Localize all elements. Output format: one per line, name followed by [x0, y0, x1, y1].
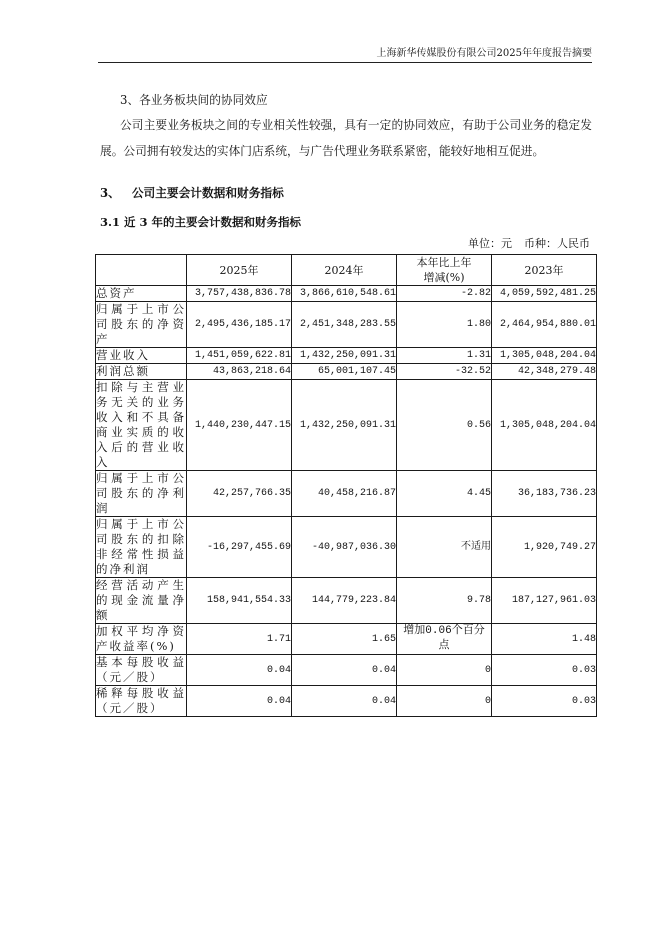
value-2024: 0.04: [292, 686, 397, 717]
value-2025: 158,941,554.33: [187, 578, 292, 624]
value-2025: 42,257,766.35: [187, 471, 292, 517]
value-2023: 0.03: [492, 686, 597, 717]
table-body: [96, 286, 597, 717]
value-2025: 1,451,059,622.81: [187, 348, 292, 364]
row-label: 经营活动产生的现金流量净额: [96, 578, 186, 622]
section-heading: [100, 185, 284, 201]
unit-label: 单位：元: [468, 237, 512, 250]
value-2025: 0.04: [187, 655, 292, 686]
header-rule: [98, 62, 592, 63]
value-2024: 3,866,610,548.61: [292, 286, 397, 302]
header-blank: [96, 255, 187, 286]
table-header-row: [96, 255, 597, 286]
row-label: 总资产: [96, 286, 187, 302]
row-label: 归属于上市公司股东的扣除非经常性损益的净利润: [96, 517, 186, 576]
change-percent: -32.52: [397, 364, 492, 380]
value-2023: 1.48: [492, 624, 597, 655]
header-change: [397, 255, 492, 286]
change-percent: 1.31: [397, 348, 492, 364]
currency-label: 币种：人民币: [524, 237, 590, 250]
change-percent: 0: [397, 655, 492, 686]
value-2024: 65,001,107.45: [292, 364, 397, 380]
value-2023: 1,305,048,204.04: [492, 348, 597, 364]
synergy-heading: 3、各业务板块间的协同效应: [120, 93, 268, 107]
table-row: [96, 364, 597, 380]
value-2025: 2,495,436,185.17: [187, 302, 292, 348]
value-2024: 40,458,216.87: [292, 471, 397, 517]
value-2023: 42,348,279.48: [492, 364, 597, 380]
table-row: [96, 302, 597, 348]
value-2023: 1,305,048,204.04: [492, 380, 597, 471]
change-percent: 0.56: [397, 380, 492, 471]
row-label: 利润总额: [96, 364, 187, 380]
row-label: 稀释每股收益（元／股）: [96, 686, 186, 715]
value-2025: 1,440,230,447.15: [187, 380, 292, 471]
table-row: [96, 578, 597, 624]
running-header: 上海新华传媒股份有限公司2025年年度报告摘要: [376, 48, 592, 59]
value-2023: 2,464,954,880.01: [492, 302, 597, 348]
change-percent: 9.78: [397, 578, 492, 624]
header-2023: 2023年: [492, 255, 597, 286]
table-row: [96, 286, 597, 302]
value-2024: 144,779,223.84: [292, 578, 397, 624]
value-2025: 43,863,218.64: [187, 364, 292, 380]
value-2025: 1.71: [187, 624, 292, 655]
value-2023: 0.03: [492, 655, 597, 686]
change-percent: 0: [397, 686, 492, 717]
section-title: 公司主要会计数据和财务指标: [131, 186, 284, 200]
table-row: [96, 471, 597, 517]
value-2023: 187,127,961.03: [492, 578, 597, 624]
table-row: [96, 348, 597, 364]
value-2024: -40,987,036.30: [292, 517, 397, 578]
subsection-heading: 3.1 近 3 年的主要会计数据和财务指标: [100, 215, 302, 229]
section-number: 3、: [100, 186, 120, 200]
row-label: 归属于上市公司股东的净利润: [96, 471, 186, 515]
value-2023: 36,183,736.23: [492, 471, 597, 517]
table-row: [96, 517, 597, 578]
row-label: 加权平均净资产收益率(%): [96, 624, 186, 653]
value-2025: 0.04: [187, 686, 292, 717]
table-row: [96, 686, 597, 717]
table-row: [96, 624, 597, 655]
value-2023: 4,059,592,481.25: [492, 286, 597, 302]
value-2024: 2,451,348,283.55: [292, 302, 397, 348]
value-2025: 3,757,438,836.78: [187, 286, 292, 302]
value-2024: 1,432,250,091.31: [292, 380, 397, 471]
unit-note: [468, 236, 590, 252]
change-percent: 1.80: [397, 302, 492, 348]
financial-indicators-table: [95, 254, 597, 717]
change-percent: 4.45: [397, 471, 492, 517]
row-label: 归属于上市公司股东的净资产: [96, 302, 186, 346]
change-percent: 不适用: [397, 517, 492, 578]
table-row: [96, 380, 597, 471]
value-2025: -16,297,455.69: [187, 517, 292, 578]
header-2025: 2025年: [187, 255, 292, 286]
row-label: 扣除与主营业务无关的业务收入和不具备商业实质的收入后的营业收入: [96, 380, 186, 469]
row-label: 基本每股收益（元／股）: [96, 655, 186, 684]
row-label: 营业收入: [96, 348, 187, 364]
value-2024: 1.65: [292, 624, 397, 655]
value-2023: 1,920,749.27: [492, 517, 597, 578]
table-row: [96, 655, 597, 686]
header-change-label: 本年比上年增减(%): [416, 256, 472, 284]
value-2024: 1,432,250,091.31: [292, 348, 397, 364]
change-percent: -2.82: [397, 286, 492, 302]
header-2024: 2024年: [292, 255, 397, 286]
value-2024: 0.04: [292, 655, 397, 686]
synergy-paragraph: 公司主要业务板块之间的专业相关性较强，具有一定的协同效应，有助于公司业务的稳定发展。公司拥有较发达的实体门店系统，与广告代理业务联系紧密，能较好地相互促进。: [100, 118, 592, 158]
change-percent: 增加0.06个百分点: [397, 624, 492, 655]
